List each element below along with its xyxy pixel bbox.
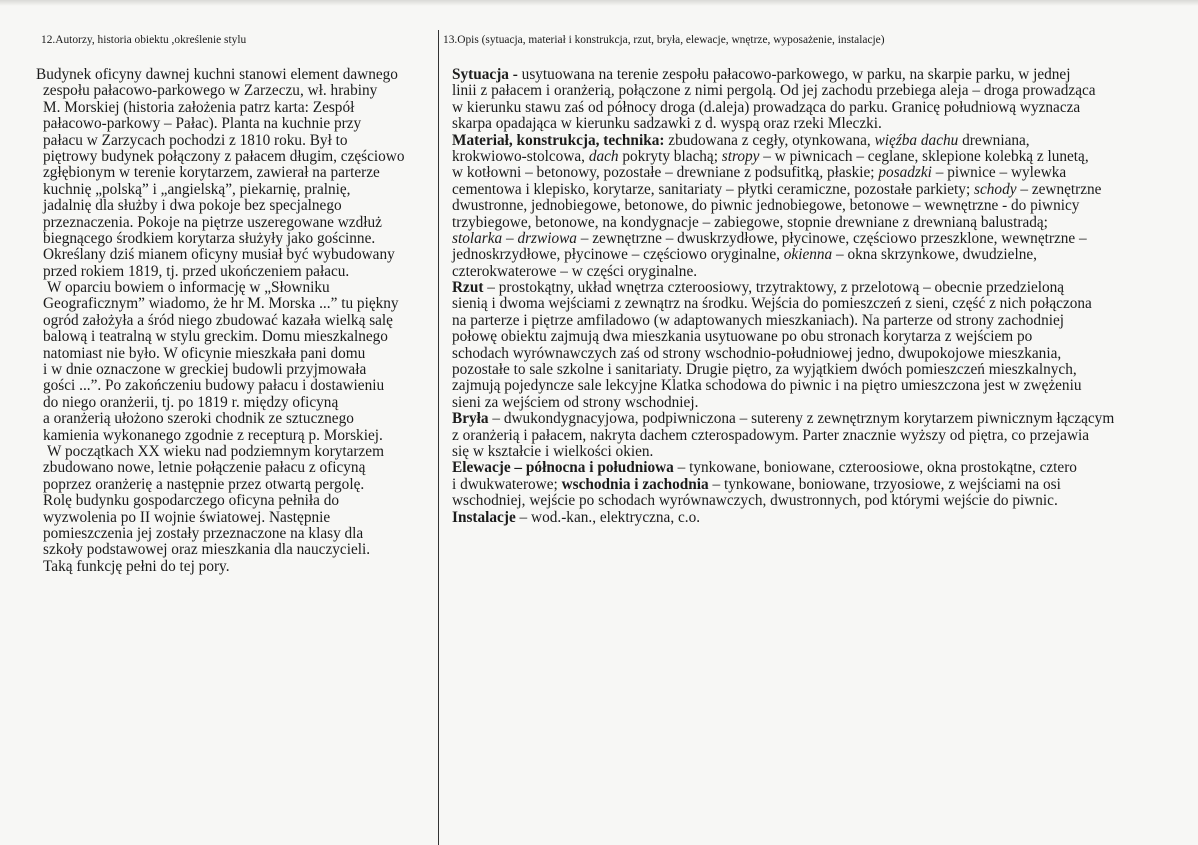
text-line: balową i teatralną w stylu greckim. Domu mieszkalnego	[43, 328, 388, 346]
column-divider	[438, 30, 439, 845]
text-line: na parterze i piętrze amfiladowo (w adaptowanych mieszkaniach). Na parterze od strony zachodniej	[452, 311, 1065, 329]
text-line: linii z pałacem i oranżerią, połączone z nimi pergolą. Od jej zachodu przebiega aleja – droga prowadząca	[452, 82, 1096, 100]
text-line: do niego oranżerii, tj. po 1819 r. między oficyną	[43, 393, 339, 411]
text-line: i w dnie oznaczone w greckiej budowli przyjmowała	[43, 361, 367, 379]
text-line: krokwiowo-stolcowa, dach pokryty blachą; stropy – w piwnicach – ceglane, sklepione kolebką z lunetą,	[452, 147, 1089, 165]
bryla-label: Bryła	[452, 410, 489, 428]
text-line: Rolę budynku gospodarczego oficyna pełniła do	[43, 492, 340, 510]
text-line: jadalnię dla służby i dwa pokoje bez specjalnego	[43, 197, 342, 215]
material-paragraph: Materiał, konstrukcja, technika: zbudowana z cegły, otynkowana, więźba dachu drewniana,	[452, 131, 1030, 149]
text-line: sieni za wejściem od strony wschodniej.	[452, 393, 699, 411]
text-line: cementowa i klepisko, korytarze, sanitariaty – płytki ceramiczne, pozostałe parkiety; schody – zewnętrzne	[452, 180, 1102, 198]
text-line: w kierunku stawu zaś od północy droga (d.aleja) prowadząca do parku. Granicę południową wyznacza	[452, 98, 1081, 116]
text-line: trzybiegowe, betonowe, na kondygnacje – zabiegowe, stopnie drewniane z drewnianą balustradą;	[452, 213, 1048, 231]
text-line: przeznaczenia. Pokoje na piętrze uszeregowane wzdłuż	[43, 213, 382, 231]
text-line: W oparciu bowiem o informację w „Słowniku	[47, 279, 330, 297]
section-13-header: 13.Opis (sytuacja, materiał i konstrukcja, rzut, bryła, elewacje, wnętrze, wyposażenie, instalacje)	[443, 34, 885, 46]
text-line: pałacowo-parkowy – Pałac). Planta na kuchnie przy	[43, 115, 362, 133]
text-line: natomiast nie było. W oficynie mieszkała pani domu	[43, 344, 366, 362]
text-line: sienią i dwoma wejściami z zewnątrz na środku. Wejścia do pomieszczeń z sieni, część z nich połączona	[452, 295, 1092, 313]
elewacje-label: Elewacje – północna i południowa	[452, 459, 674, 477]
text-line: piętrowy budynek połączony z pałacem długim, częściowo	[43, 147, 405, 165]
text-line: Określany dziś mianem oficyny musiał być wybudowany	[43, 246, 395, 264]
text-line: M. Morskiej (historia założenia patrz karta: Zespół	[43, 98, 355, 116]
bryla-paragraph: Bryła – dwukondygnacyjowa, podpiwniczona – sutereny z zewnętrznym korytarzem piwnicznym łączącym	[452, 410, 1115, 428]
text-line: wschodniej, wejście po schodach wyrównawczych, dwustronnych, pod którymi wejście do piwnic.	[452, 492, 1058, 510]
text-line: w kotłowni – betonowy, pozostałe – drewniane z podsufitką, płaskie; posadzki – piwnice – wylewka	[452, 164, 1067, 182]
left-column	[36, 34, 436, 575]
section-13-body	[443, 67, 1188, 526]
text-line: Budynek oficyny dawnej kuchni stanowi element dawnego	[36, 66, 398, 83]
text-line: kuchnię „polską” i „angielską”, piekarnię, pralnię,	[43, 180, 351, 198]
text-line: a oranżerią ułożono szeroki chodnik ze sztucznego	[43, 410, 354, 428]
text-line: zajmują pojedyncze sale lekcyjne Klatka schodowa do piwnic i na piętro umieszczona jest w zwężeniu	[452, 377, 1082, 395]
text-line: czterokwaterowe – w części oryginalne.	[452, 262, 698, 280]
text-line: stolarka – drzwiowa – zewnętrzne – dwuskrzydłowe, płycinowe, częściowo przeszklone, wewnętrzne –	[452, 229, 1087, 247]
rzut-paragraph: Rzut – prostokątny, układ wnętrza czteroosiowy, trzytraktowy, z przelotową – obecnie przedzieloną	[452, 279, 1065, 297]
text-line: połowę obiektu zajmują dwa mieszkania usytuowane po obu stronach korytarza z wejściem po	[452, 328, 1033, 346]
text-line: Geograficznym” wiadomo, że hr M. Morska ...” tu piękny	[43, 295, 399, 313]
text-line: zgłębionym w terenie korytarzem, zawierał na parterze	[43, 164, 380, 182]
text-line: skarpa opadająca w kierunku sadzawki z d. wyspą oraz rzeki Mleczki.	[452, 115, 882, 133]
text-line: wyzwolenia po II wojnie światowej. Następnie	[43, 508, 331, 526]
text-line: z oranżerią i pałacem, nakryta dachem czterospadowym. Parter znacznie wyższy od piętra, co przejawia	[452, 426, 1090, 444]
text-line: pozostałe to sale szkolne i sanitariaty. Drugie piętro, za wyjątkiem dwóch pomieszczeń mieszkalnych,	[452, 361, 1077, 379]
sytuacja-label: Sytuacja -	[452, 66, 518, 83]
text-line: pałacu w Zarzycach pochodzi z 1810 roku. Był to	[43, 131, 348, 149]
instalacje-label: Instalacje	[452, 508, 516, 526]
text-line: poprzez oranżerię a następnie przez otwartą pergolę.	[43, 475, 365, 493]
text-line: biegnącego środkiem korytarza służyły jako gościnne.	[43, 229, 376, 247]
section-12-header: 12.Autorzy, historia obiektu ,określenie stylu	[41, 34, 247, 46]
text-line: dwustronne, jednobiegowe, betonowe, do piwnic jednobiegowe, betonowe – wewnętrzne - do piwnicy	[452, 197, 1080, 215]
text-line: szkoły podstawowej oraz mieszkania dla nauczycieli.	[43, 541, 371, 559]
text-line: ogród założyła a śród niego zbudować kazała wielką salę	[43, 311, 393, 329]
text-line: zespołu pałacowo-parkowego w Zarzeczu, wł. hrabiny	[43, 82, 378, 100]
material-label: Materiał, konstrukcja, technika:	[452, 131, 665, 149]
text-line: i dwukwaterowe; wschodnia i zachodnia – tynkowane, boniowane, trzyosiowe, z wejściami na osi	[452, 475, 1061, 493]
section-12-body	[36, 67, 436, 575]
right-column	[443, 34, 1188, 526]
sytuacja-paragraph: Sytuacja - usytuowana na terenie zespołu pałacowo-parkowego, w parku, na skarpie parku, w jednej	[452, 66, 1071, 83]
text-line: W początkach XX wieku nad podziemnym korytarzem	[47, 442, 384, 460]
text-line: pomieszczenia jej zostały przeznaczone na klasy dla	[43, 524, 364, 542]
text-line: kamienia wykonanego zgodnie z recepturą p. Morskiej.	[43, 426, 383, 444]
elewacje-paragraph: Elewacje – północna i południowa – tynkowane, boniowane, czteroosiowe, okna prostokątne, cztero	[452, 459, 1077, 477]
text-line: się w kształcie i wielkości okien.	[452, 442, 654, 460]
text-line: jednoskrzydłowe, płycinowe – częściowo oryginalne, okienna – okna skrzynkowe, dwudzielne,	[452, 246, 1037, 264]
instalacje-paragraph: Instalacje – wod.-kan., elektryczna, c.o.	[452, 508, 701, 526]
text-line: Taką funkcję pełni do tej pory.	[43, 557, 230, 575]
text-line: przed rokiem 1819, tj. przed ukończeniem pałacu.	[43, 262, 350, 280]
page-edge	[0, 0, 1198, 6]
text-line: schodach wyrównawczych zaś od strony wschodnio-południowej jedno, dwupokojowe mieszkania,	[452, 344, 1062, 362]
text-line: zbudowano nowe, letnie połączenie pałacu z oficyną	[43, 459, 366, 477]
rzut-label: Rzut	[452, 279, 484, 297]
text-line: gości ...”. Po zakończeniu budowy pałacu i dostawieniu	[43, 377, 385, 395]
